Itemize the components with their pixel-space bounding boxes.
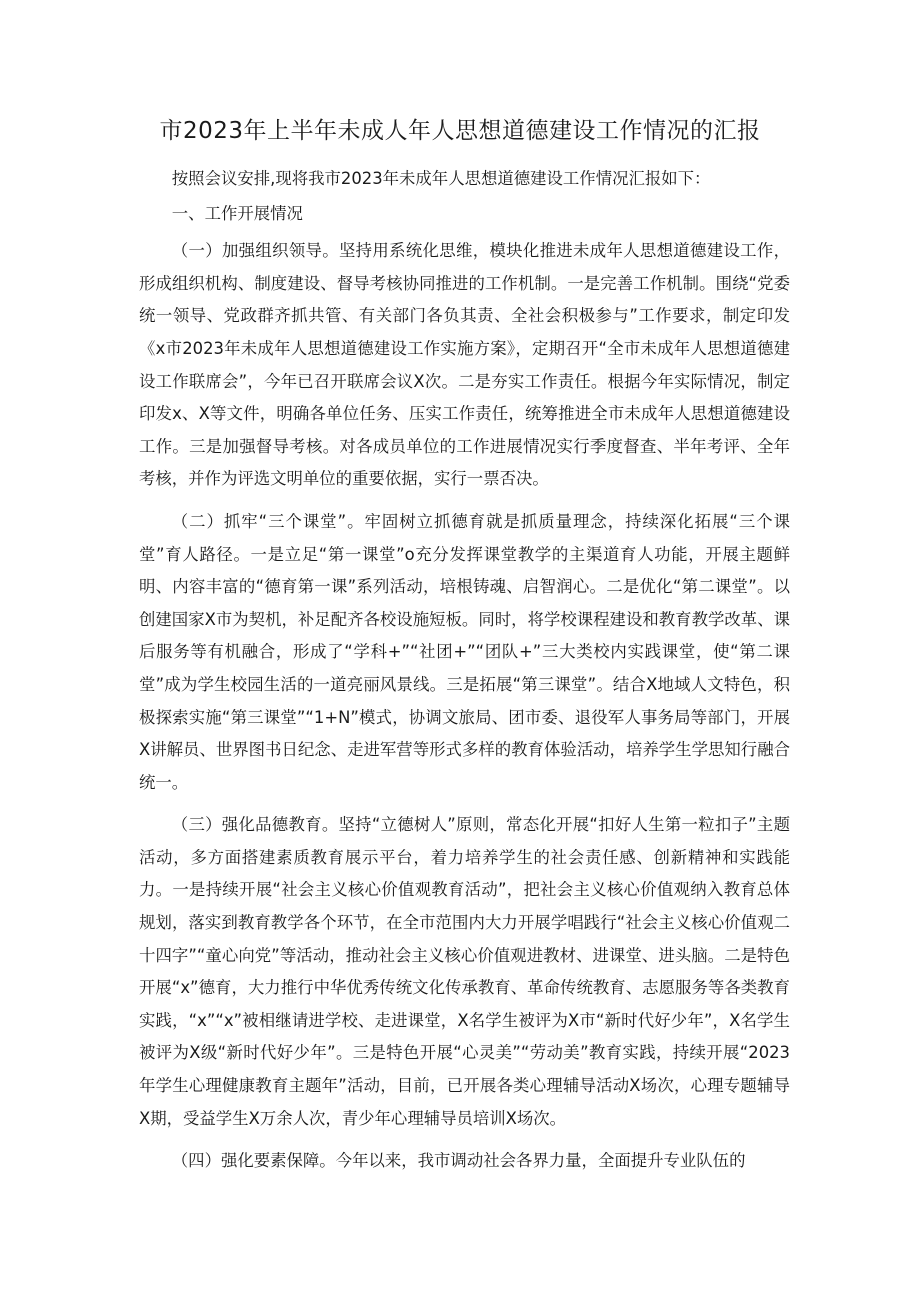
document-title: 市2023年上半年未成人年人思想道德建设工作情况的汇报 [159, 118, 761, 144]
paragraph-organization-leadership: （一）加强组织领导。坚持用系统化思维，模块化推进未成年人思想道德建设工作，形成组织机构、制度建设、督导考核协同推进的工作机制。一是完善工作机制。围绕“党委统一领导、党政群齐抓共管、有关部门各负其责、全社会积极参与”工作要求，制定印发《x市2023年未成年人思想道德建设工作实施方案》，定期召开“全市未成年人思想道德建设工作联席会”，今年已召开联席会议X次。二是夯实工作责任。根据今年实际情况，制定印发x、X等文件，明确各单位任务、压实工作责任，统筹推进全市未成年人思想道德建设工作。三是加强督导考核。对各成员单位的工作进展情况实行季度督查、半年考评、全年考核，并作为评选文明单位的重要依据，实行一票否决。 [139, 241, 790, 489]
section-paragraph [139, 506, 790, 799]
intro-paragraph: 按照会议安排,现将我市2023年未成年人思想道德建设工作情况汇报如下： [171, 169, 711, 188]
paragraph-resource-guarantee: （四）强化要素保障。今年以来，我市调动社会各界力量，全面提升专业队伍的 [171, 1151, 746, 1171]
section-paragraph [139, 1145, 790, 1178]
section-paragraph [139, 809, 790, 1135]
paragraph-moral-education: （三）强化品德教育。坚持“立德树人”原则，常态化开展“扣好人生第一粒扣子”主题活动，多方面搭建素质教育展示平台，着力培养学生的社会责任感、创新精神和实践能力。一是持续开展“社会主义核心价值观教育活动”，把社会主义核心价值观纳入教育总体规划，落实到教育教学各个环节，在全市范围内大力开展学唱践行“社会主义核心价值观二十四字”“童心向党”等活动，推动社会主义核心价值观进教材、进课堂、进头脑。二是特色开展“x”德育，大力推行中华优秀传统文化传承教育、革命传统教育、志愿服务等各类教育实践，“x”“x”被相继请进学校、走进课堂，X名学生被评为X市“新时代好少年”，X名学生被评为X级“新时代好少年”。三是特色开展“心灵美”“劳动美”教育实践，持续开展“2023年学生心理健康教育主题年”活动，目前，已开展各类心理辅导活动X场次，心理专题辅导X期，受益学生X万余人次，青少年心理辅导员培训X场次。 [139, 815, 790, 1128]
section-paragraph [139, 235, 790, 496]
section-heading: 一、工作开展情况 [171, 203, 303, 223]
document-body [139, 163, 790, 1188]
paragraph-three-classrooms: （二）抓牢“三个课堂”。牢固树立抓德育就是抓质量理念，持续深化拓展“三个课堂”育人路径。一是立足“第一课堂”o充分发挥课堂教学的主渠道育人功能，开展主题鲜明、内容丰富的“德育第一课”系列活动，培根铸魂、启智润心。二是优化“第二课堂”。以创建国家X市为契机，补足配齐各校设施短板。同时，将学校课程建设和教育教学改革、课后服务等有机融合，形成了“学科+”“社团+”“团队+”三大类校内实践课堂，使“第二课堂”成为学生校园生活的一道亮丽风景线。三是拓展“第三课堂”。结合X地域人文特色，积极探索实施“第三课堂”“1+N”模式，协调文旅局、团市委、退役军人事务局等部门，开展X讲解员、世界图书日纪念、走进军营等形式多样的教育体验活动，培养学生学思知行融合统一。 [139, 511, 790, 792]
